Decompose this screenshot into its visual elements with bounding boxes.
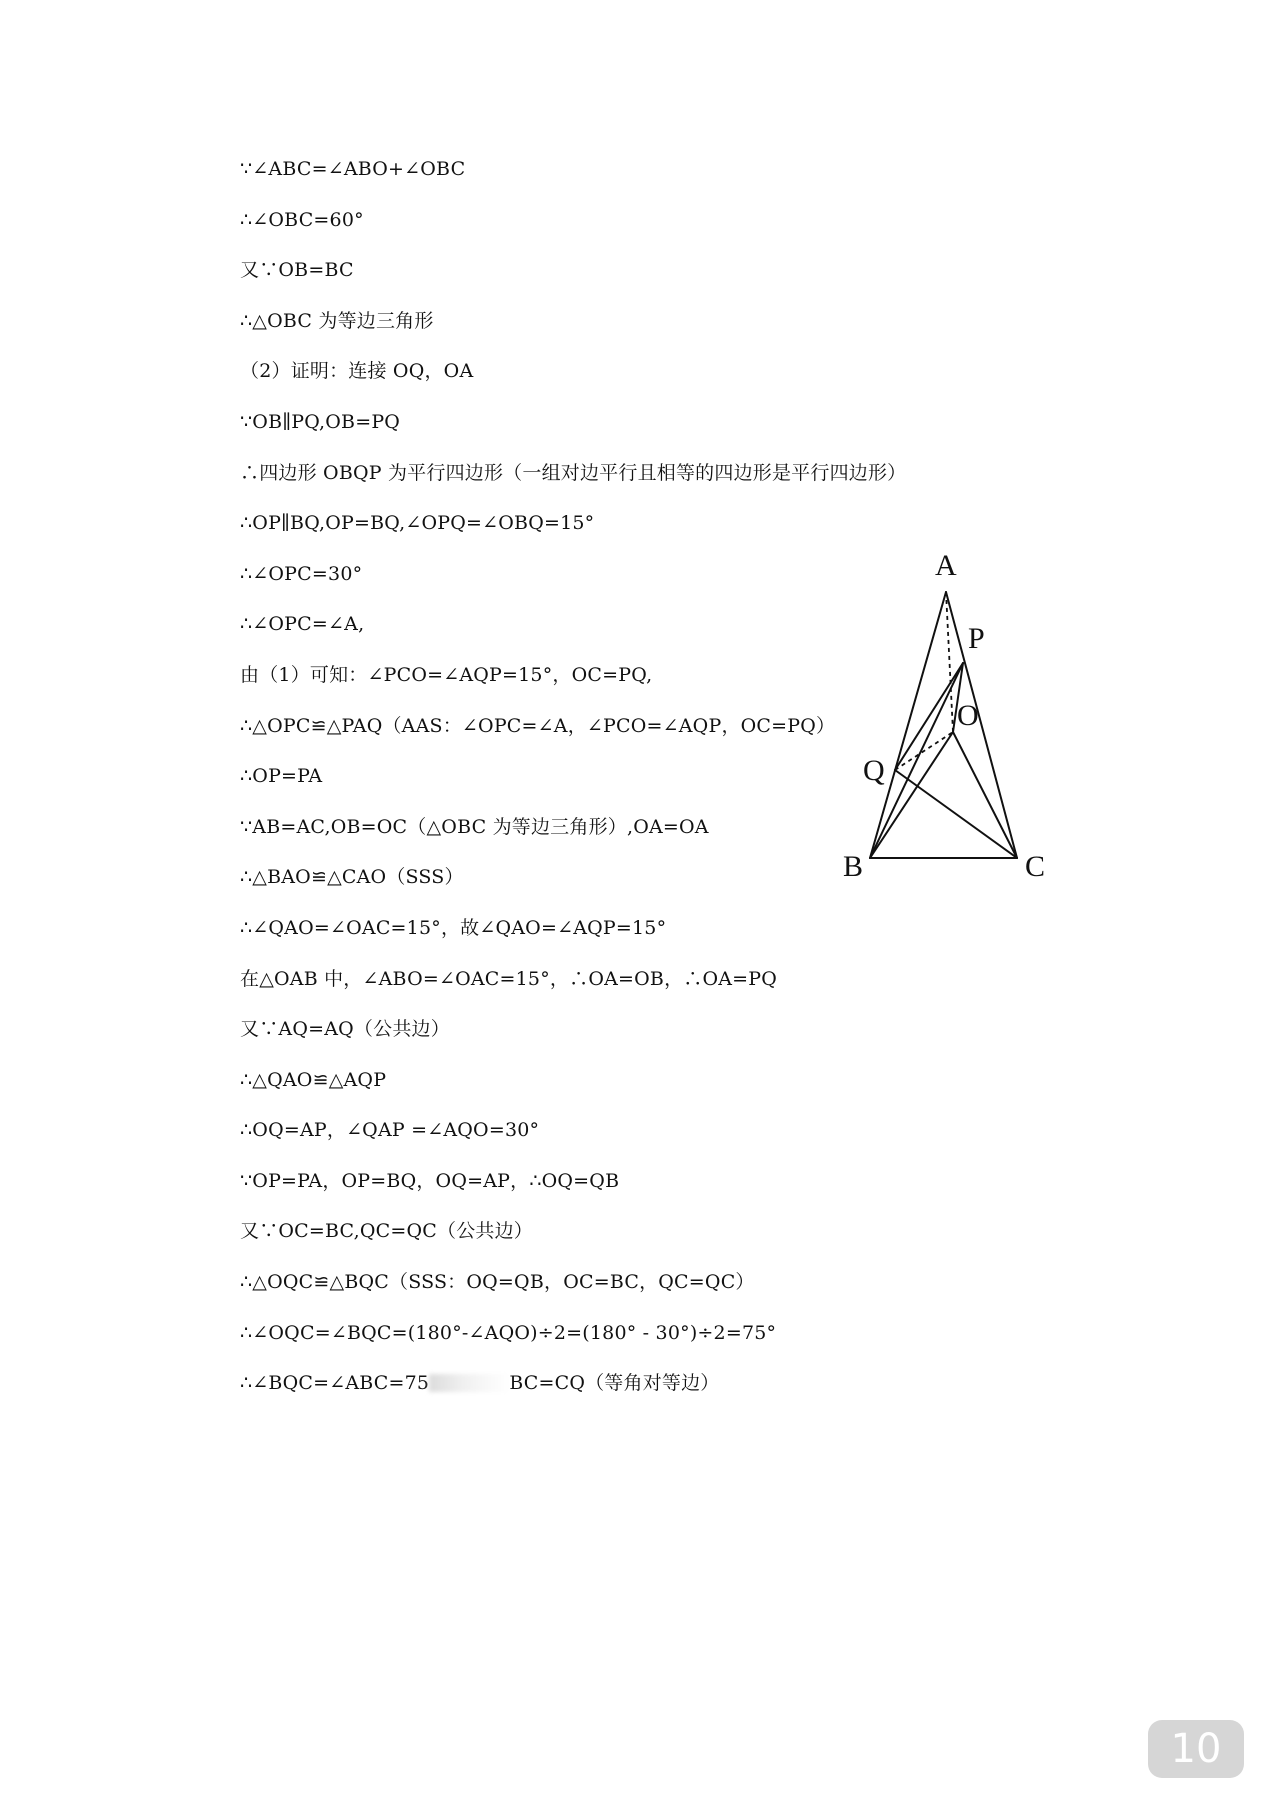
last-line-end: BC=CQ（等角对等边） — [509, 1372, 720, 1395]
proof-line: ∴四边形 OBQP 为平行四边形（一组对边平行且相等的四边形是平行四边形） — [240, 461, 907, 484]
proof-line: ∴△OQC≌△BQC（SSS：OQ=QB，OC=BC，QC=QC） — [240, 1271, 755, 1294]
proof-line: ∴∠OBC=60° — [240, 208, 364, 231]
last-line-start: ∴∠BQC=∠ABC=75 — [240, 1372, 430, 1395]
triangle-diagram — [835, 540, 1065, 880]
proof-line: ∴△OPC≌△PAQ（AAS：∠OPC=∠A，∠PCO=∠AQP，OC=PQ） — [240, 714, 836, 737]
proof-line: ∴OP∥BQ,OP=BQ,∠OPQ=∠OBQ=15° — [240, 512, 595, 535]
label-a: A — [935, 549, 957, 582]
proof-line: ∵OB∥PQ,OB=PQ — [240, 410, 401, 433]
segment-oc — [953, 732, 1017, 858]
proof-line: ∴△QAO≌△AQP — [240, 1068, 387, 1091]
proof-line: 又∵OB=BC — [240, 259, 354, 282]
proof-line: 又∵OC=BC,QC=QC（公共边） — [240, 1220, 533, 1243]
proof-line: ∴OQ=AP，∠QAP =∠AQO=30° — [240, 1119, 540, 1142]
proof-text — [240, 158, 906, 1423]
proof-line: 又∵AQ=AQ（公共边） — [240, 1018, 450, 1041]
geometry-figure — [835, 540, 1065, 880]
proof-line: ∵AB=AC,OB=OC（△OBC 为等边三角形）,OA=OA — [240, 815, 709, 838]
proof-line: （2）证明：连接 OQ，OA — [240, 360, 474, 383]
proof-line: ∴△OBC 为等边三角形 — [240, 309, 434, 332]
segment-qc — [895, 770, 1017, 858]
label-c: C — [1025, 850, 1046, 880]
proof-line: ∴OP=PA — [240, 765, 323, 788]
proof-line: ∴∠OPC=30° — [240, 562, 363, 585]
proof-line: 在△OAB 中，∠ABO=∠OAC=15°，∴OA=OB，∴OA=PQ — [240, 967, 778, 990]
proof-line: 由（1）可知：∠PCO=∠AQP=15°，OC=PQ, — [240, 663, 653, 686]
proof-line: ∴∠OPC=∠A, — [240, 613, 365, 636]
proof-line: ∵OP=PA，OP=BQ，OQ=AP，∴OQ=QB — [240, 1169, 620, 1192]
segment-ab — [870, 592, 946, 858]
blurred-region — [429, 1374, 509, 1392]
proof-line: ∵∠ABC=∠ABO+∠OBC — [240, 158, 466, 180]
proof-line-last — [240, 1372, 906, 1423]
label-o: O — [957, 699, 979, 732]
segment-qp — [895, 663, 963, 770]
label-q: Q — [863, 754, 885, 787]
proof-line: ∴∠OQC=∠BQC=(180°-∠AQO)÷2=(180° - 30°)÷2=75° — [240, 1321, 777, 1344]
label-b: B — [843, 850, 864, 880]
label-p: P — [968, 622, 985, 655]
page-number-badge: 10 — [1148, 1720, 1244, 1778]
proof-line: ∴△BAO≌△CAO（SSS） — [240, 866, 464, 889]
segment-bo — [870, 732, 953, 858]
proof-line: ∴∠QAO=∠OAC=15°，故∠QAO=∠AQP=15° — [240, 916, 667, 939]
